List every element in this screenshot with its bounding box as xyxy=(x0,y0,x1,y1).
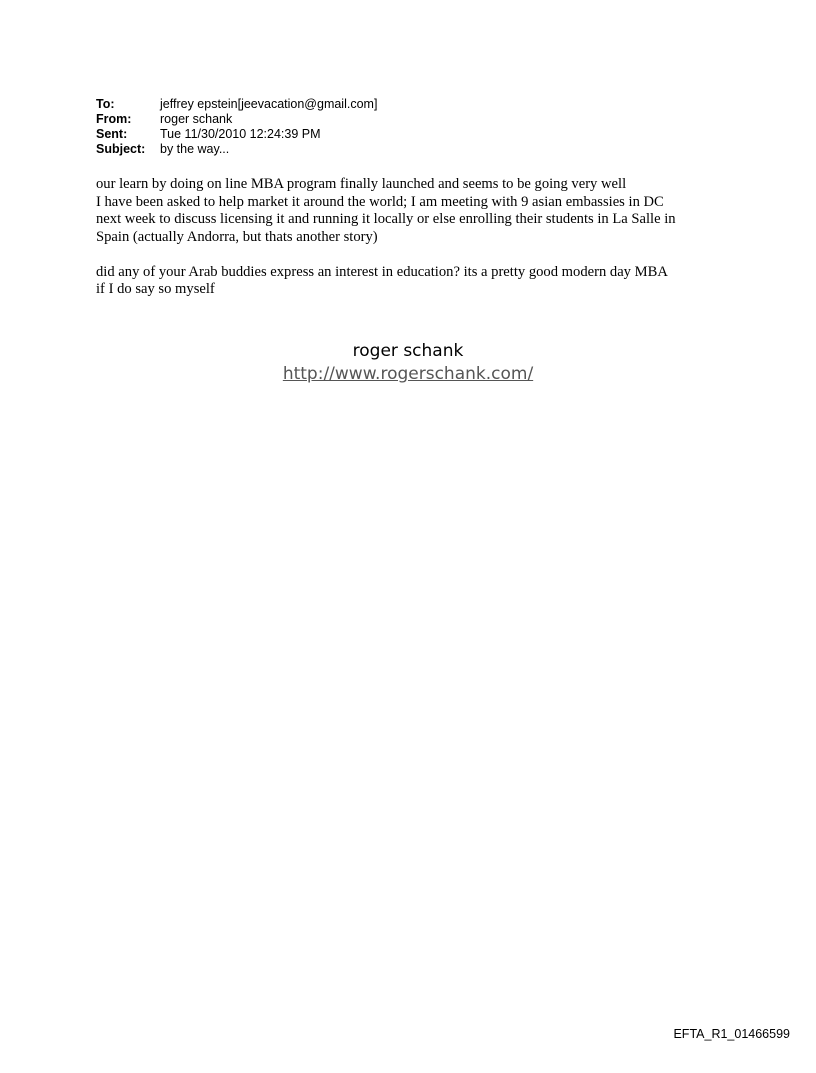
email-body xyxy=(96,176,736,316)
subject-row xyxy=(96,142,377,157)
body-line: I have been asked to help market it around the world; I am meeting with 9 asian embassies in DC xyxy=(96,193,664,210)
sent-value: Tue 11/30/2010 12:24:39 PM xyxy=(160,127,321,141)
to-label: To: xyxy=(96,97,115,111)
body-line: Spain (actually Andorra, but thats another story) xyxy=(96,228,378,245)
sent-row xyxy=(96,127,377,142)
body-line: our learn by doing on line MBA program finally launched and seems to be going very well xyxy=(96,176,627,192)
email-header xyxy=(96,97,377,157)
to-row xyxy=(96,97,377,112)
body-line: next week to discuss licensing it and running it locally or else enrolling their students in La Salle in xyxy=(96,211,676,227)
to-value: jeffrey epstein[jeevacation@gmail.com] xyxy=(160,97,378,111)
signature-url-link[interactable]: http://www.rogerschank.com/ xyxy=(282,364,534,384)
subject-value: by the way... xyxy=(160,142,230,156)
signature-block xyxy=(0,340,816,386)
subject-label: Subject: xyxy=(96,142,146,156)
from-value: roger schank xyxy=(160,112,233,126)
from-label: From: xyxy=(96,112,132,126)
body-line: did any of your Arab buddies express an interest in education? its a pretty good modern day MBA xyxy=(96,263,668,280)
signature-name: roger schank xyxy=(352,341,464,361)
body-paragraph-2 xyxy=(96,264,736,299)
body-line: if I do say so myself xyxy=(96,281,215,297)
body-paragraph-1 xyxy=(96,176,736,246)
from-row xyxy=(96,112,377,127)
document-id: EFTA_R1_01466599 xyxy=(673,1027,790,1041)
sent-label: Sent: xyxy=(96,127,128,141)
